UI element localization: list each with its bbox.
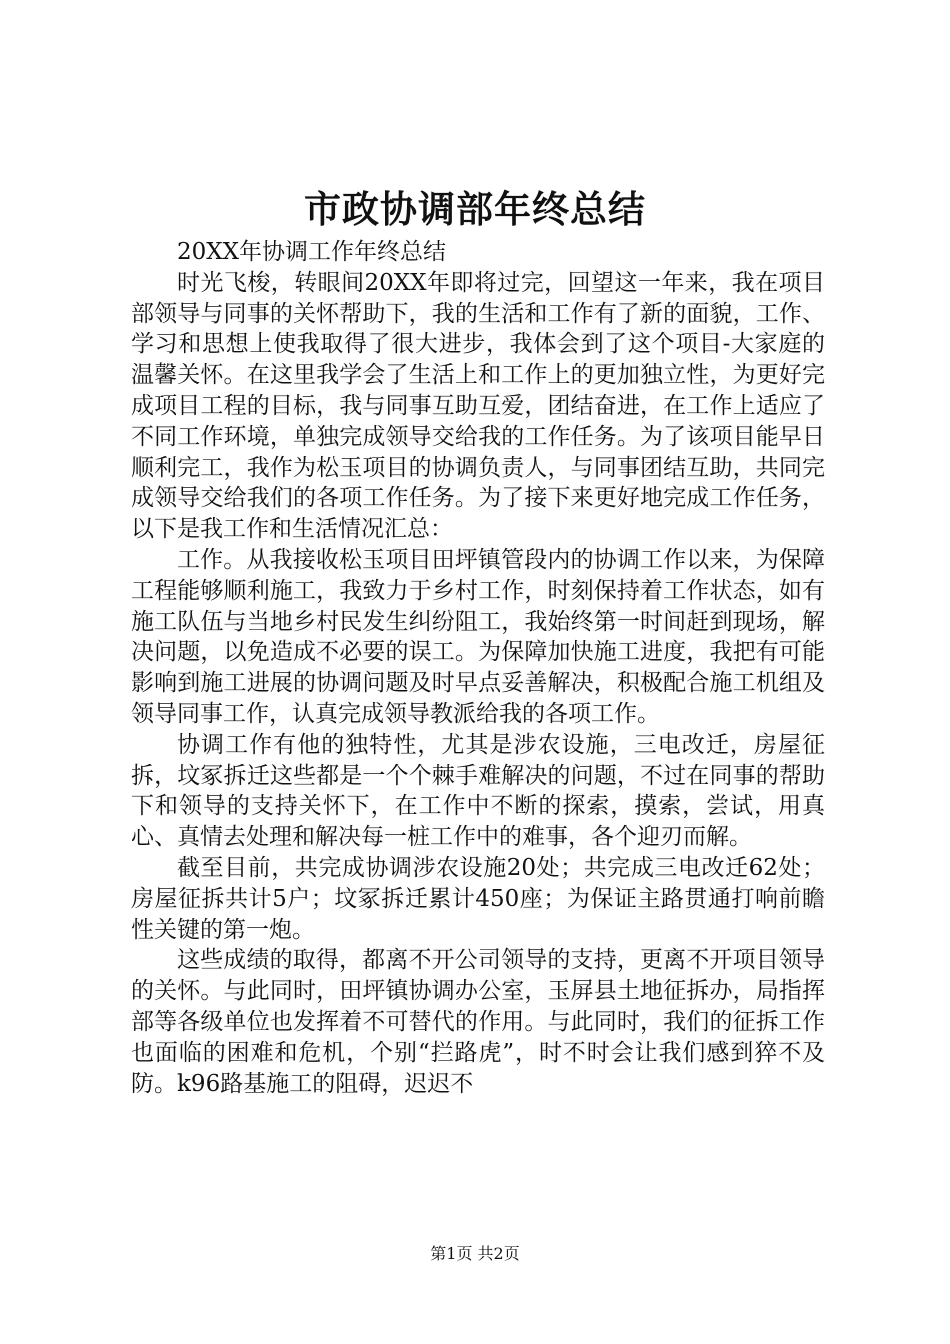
document-title: 市政协调部年终总结 [304,187,646,231]
paragraph-work: 工作。从我接收松玉项目田坪镇管段内的协调工作以来，为保障工程能够顺利施工，我致力于乡村工作，时刻保持着工作状态，如有施工队伍与当地乡村民发生纠纷阻工，我始终第一时间赶到现场，解决问题，以免造成不必要的误工。为保障加快施工进度，我把有可能影响到施工进展的协调问题及时早点妥善解决，积极配合施工机组及领导同事工作，认真完成领导教派给我的各项工作。 [131,546,825,727]
paragraph-intro: 时光飞梭，转眼间20XX年即将过完，回望这一年来，我在项目部领导与同事的关怀帮助下，我的生活和工作有了新的面貌，工作、学习和思想上使我取得了很大进步，我体会到了这个项目-大家庭的温馨关怀。在这里我学会了生活上和工作上的更加独立性，为更好完成项目工程的目标，我与同事互助互爱，团结奋进，在工作上适应了不同工作环境，单独完成领导交给我的工作任务。为了该项目能早日顺利完工，我作为松玉项目的协调负责人，与同事团结互助，共同完成领导交给我们的各项工作任务。为了接下来更好地完成工作任务，以下是我工作和生活情况汇总： [131,269,825,543]
paragraph-support: 这些成绩的取得，都离不开公司领导的支持，更离不开项目领导的关怀。与此同时，田坪镇协调办公室，玉屏县土地征拆办，局指挥部等各级单位也发挥着不可替代的作用。与此同时，我们的征拆工作也面临的困难和危机，个别“拦路虎”，时不时会让我们感到猝不及防。k96路基施工的阻碍，迟迟不 [131,947,825,1097]
document-body [131,237,825,1099]
page-number: 第1页 共2页 [430,1244,520,1263]
paragraph-results: 截至目前，共完成协调涉农设施20处；共完成三电改迁62处；房屋征拆共计5户；坟冢拆迁累计450座；为保证主路贯通打响前瞻性关键的第一炮。 [131,854,825,943]
document-subtitle: 20XX年协调工作年终总结 [177,239,447,265]
paragraph-coordination: 协调工作有他的独特性，尤其是涉农设施，三电改迁，房屋征拆，坟冢拆迁这些都是一个个棘手难解决的问题，不过在同事的帮助下和领导的支持关怀下，在工作中不断的探索，摸索，尝试，用真心、真情去处理和解决每一桩工作中的难事，各个迎刃而解。 [131,731,825,851]
